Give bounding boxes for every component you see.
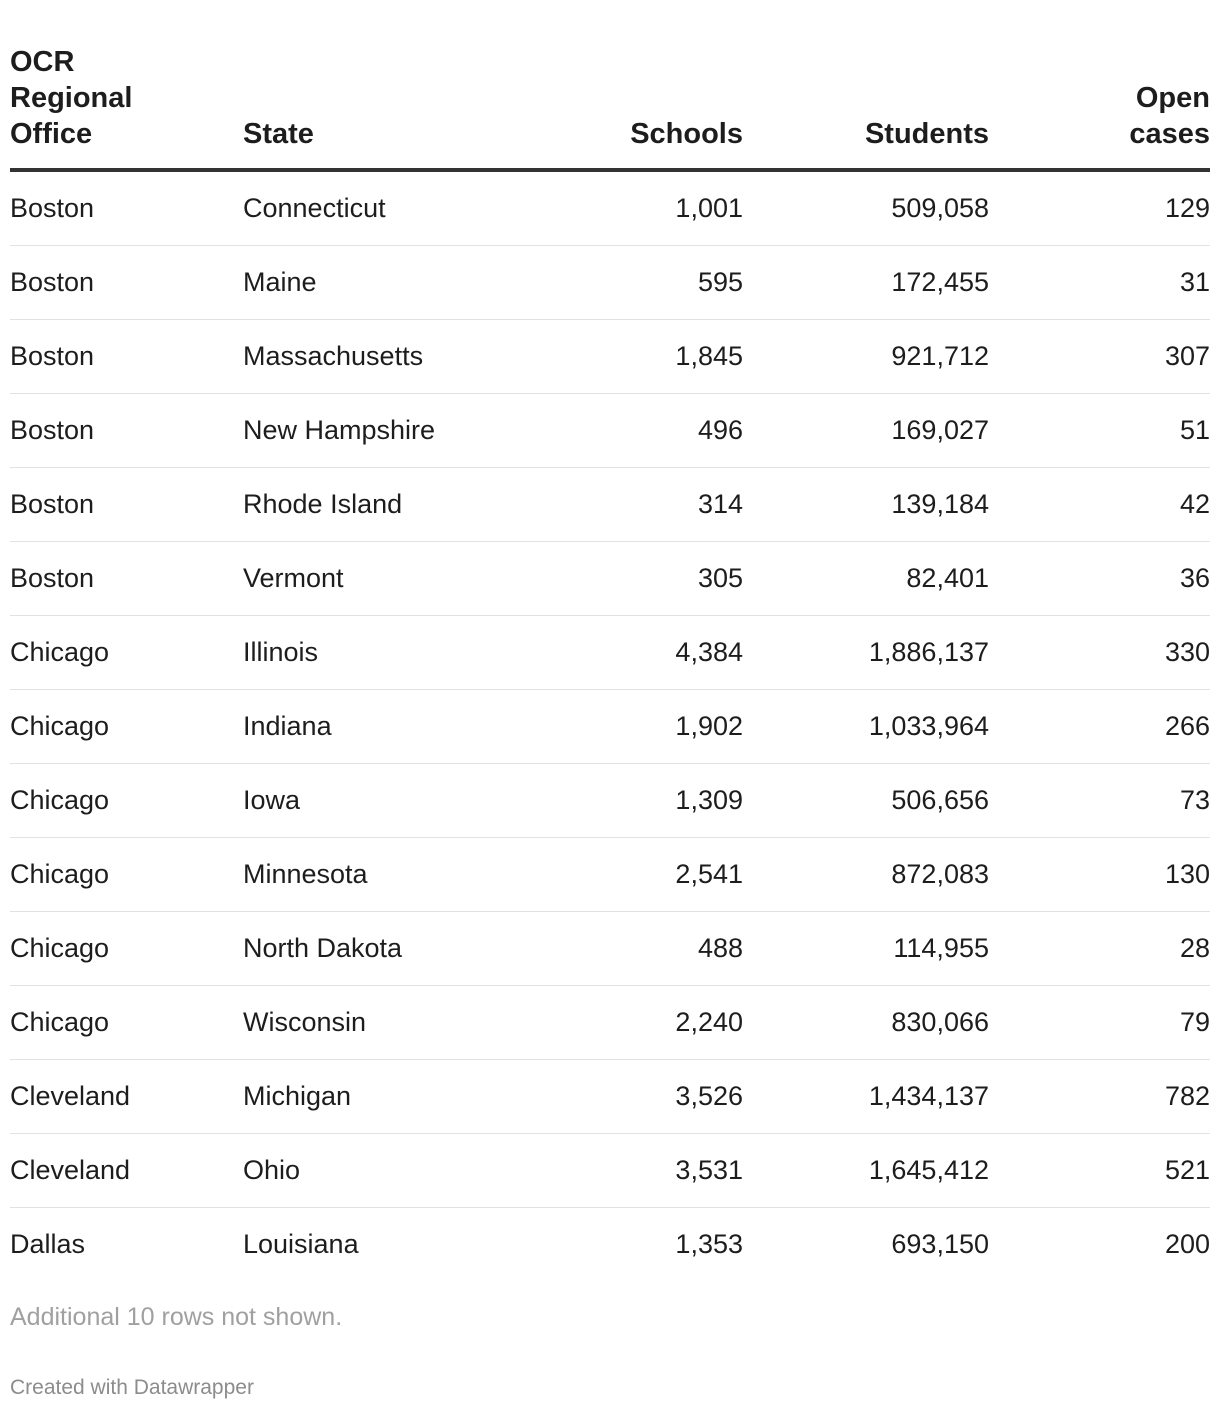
- table-row: [10, 170, 1210, 246]
- table-row: [10, 616, 1210, 690]
- cell-students: 693,150: [891, 1229, 989, 1259]
- cell-state: Louisiana: [243, 1229, 359, 1259]
- cell-state: Wisconsin: [243, 986, 568, 1060]
- table-row: [10, 1208, 1210, 1282]
- table-row: [10, 986, 1210, 1060]
- table-row: [10, 912, 1210, 986]
- cell-open-cases: 130: [989, 838, 1210, 912]
- cell-state: Ohio: [243, 1134, 568, 1208]
- table-body: [10, 170, 1210, 1281]
- cell-schools: 1,902: [568, 690, 743, 764]
- header-label-line: Students: [864, 118, 989, 150]
- cell-students: 1,434,137: [743, 1060, 989, 1134]
- cell-office: Cleveland: [10, 1134, 243, 1208]
- header-schools[interactable]: [568, 44, 743, 170]
- header-label-line: State: [243, 118, 314, 150]
- cell-office: Chicago: [10, 986, 243, 1060]
- cell-schools: 1,001: [568, 170, 743, 246]
- cell-open-cases: 51: [989, 394, 1210, 468]
- table-row: [10, 542, 1210, 616]
- cell-open-cases: 129: [989, 170, 1210, 246]
- cell-open-cases: 521: [989, 1134, 1210, 1208]
- cell-open-cases: 782: [989, 1060, 1210, 1134]
- cell-state: Illinois: [243, 616, 568, 690]
- cell-open-cases: 73: [989, 764, 1210, 838]
- header-open-cases[interactable]: [989, 44, 1210, 170]
- cell-state: Iowa: [243, 764, 568, 838]
- cell-open-cases: 36: [989, 542, 1210, 616]
- table-row: [10, 838, 1210, 912]
- datawrapper-table-container: [10, 0, 1210, 1400]
- cell-schools: 1,309: [568, 764, 743, 838]
- table-row: [10, 764, 1210, 838]
- table-row: [10, 394, 1210, 468]
- header-label-line: Office: [10, 118, 93, 150]
- table-header: [10, 44, 1210, 170]
- cell-students: 172,455: [743, 246, 989, 320]
- data-table: [10, 44, 1210, 1281]
- cell-students: 1,645,412: [743, 1134, 989, 1208]
- cell-state: Connecticut: [243, 170, 568, 246]
- cell-state: New Hampshire: [243, 394, 568, 468]
- header-state[interactable]: [243, 44, 568, 170]
- cell-state: Vermont: [243, 542, 568, 616]
- cell-state: Indiana: [243, 690, 568, 764]
- header-label-line: cases: [1129, 118, 1210, 150]
- cell-state: North Dakota: [243, 912, 568, 986]
- table-row: [10, 1060, 1210, 1134]
- cell-office: Cleveland: [10, 1060, 243, 1134]
- cell-schools: 1,845: [568, 320, 743, 394]
- cell-office: Chicago: [10, 616, 243, 690]
- cell-office: Boston: [10, 394, 243, 468]
- cell-schools: 4,384: [568, 616, 743, 690]
- cell-schools: 305: [568, 542, 743, 616]
- cell-students: 506,656: [743, 764, 989, 838]
- cell-schools: 2,240: [568, 986, 743, 1060]
- table-row: [10, 246, 1210, 320]
- cell-state: Minnesota: [243, 838, 568, 912]
- header-label-line: Regional: [10, 82, 133, 114]
- cell-office: Boston: [10, 170, 243, 246]
- datawrapper-credit: Created with Datawrapper: [10, 1376, 254, 1399]
- rows-not-shown-note: Additional 10 rows not shown.: [10, 1303, 343, 1331]
- cell-schools: 1,353: [675, 1229, 743, 1259]
- cell-schools: 314: [568, 468, 743, 542]
- cell-office: Dallas: [10, 1229, 86, 1259]
- cell-state: Rhode Island: [243, 468, 568, 542]
- cell-office: Boston: [10, 542, 243, 616]
- cell-office: Chicago: [10, 838, 243, 912]
- header-row: [10, 44, 1210, 170]
- cell-students: 82,401: [743, 542, 989, 616]
- cell-open-cases: 307: [989, 320, 1210, 394]
- header-label-line: Schools: [630, 118, 743, 150]
- cell-state: Michigan: [243, 1060, 568, 1134]
- cell-schools: 488: [568, 912, 743, 986]
- cell-open-cases: 330: [989, 616, 1210, 690]
- cell-students: 169,027: [743, 394, 989, 468]
- table-row: [10, 690, 1210, 764]
- header-label-line: Open: [1135, 82, 1210, 114]
- cell-students: 921,712: [743, 320, 989, 394]
- cell-state: Massachusetts: [243, 320, 568, 394]
- cell-students: 114,955: [743, 912, 989, 986]
- cell-schools: 3,526: [568, 1060, 743, 1134]
- cell-students: 830,066: [743, 986, 989, 1060]
- table-row: [10, 320, 1210, 394]
- cell-office: Chicago: [10, 690, 243, 764]
- cell-students: 872,083: [743, 838, 989, 912]
- cell-students: 139,184: [743, 468, 989, 542]
- cell-office: Chicago: [10, 912, 243, 986]
- cell-students: 1,886,137: [743, 616, 989, 690]
- cell-open-cases: 79: [989, 986, 1210, 1060]
- table-row: [10, 1134, 1210, 1208]
- cell-state: Maine: [243, 246, 568, 320]
- cell-schools: 595: [568, 246, 743, 320]
- header-ocr-regional-office[interactable]: [10, 44, 243, 170]
- cell-schools: 3,531: [568, 1134, 743, 1208]
- cell-schools: 496: [568, 394, 743, 468]
- header-label-line: OCR: [10, 46, 75, 78]
- header-students[interactable]: [743, 44, 989, 170]
- cell-office: Boston: [10, 468, 243, 542]
- cell-open-cases: 266: [989, 690, 1210, 764]
- cell-open-cases: 200: [1164, 1229, 1210, 1259]
- table-row: [10, 468, 1210, 542]
- cell-office: Boston: [10, 320, 243, 394]
- cell-open-cases: 28: [989, 912, 1210, 986]
- cell-open-cases: 31: [989, 246, 1210, 320]
- cell-students: 1,033,964: [743, 690, 989, 764]
- cell-schools: 2,541: [568, 838, 743, 912]
- cell-office: Chicago: [10, 764, 243, 838]
- cell-office: Boston: [10, 246, 243, 320]
- cell-open-cases: 42: [989, 468, 1210, 542]
- cell-students: 509,058: [743, 170, 989, 246]
